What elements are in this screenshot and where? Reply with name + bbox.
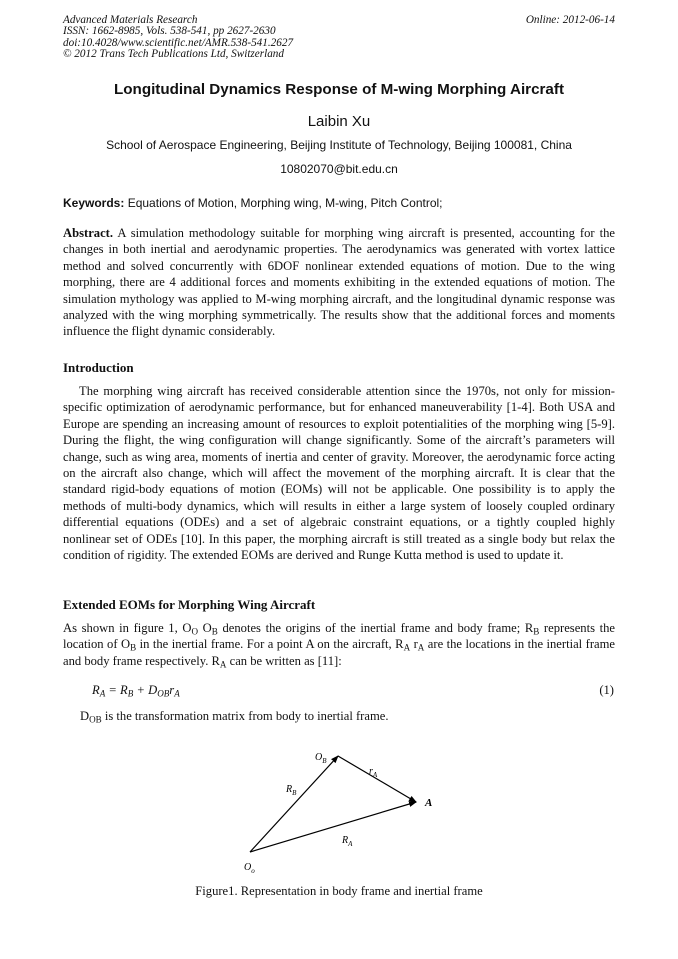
vector-rb bbox=[250, 756, 338, 852]
online-date: Online: 2012-06-14 bbox=[525, 14, 615, 26]
vector-ra-small bbox=[338, 756, 416, 802]
publication-info bbox=[63, 15, 615, 61]
abstract bbox=[63, 225, 615, 340]
keywords-label: Keywords: bbox=[63, 196, 125, 210]
copyright-line: © 2012 Trans Tech Publications Ltd, Switzerland bbox=[63, 48, 284, 61]
abstract-label: Abstract. bbox=[63, 226, 114, 240]
keywords-text: Equations of Motion, Morphing wing, M-wing, Pitch Control; bbox=[127, 196, 443, 210]
extended-eoms-heading: Extended EOMs for Morphing Wing Aircraft bbox=[63, 597, 316, 612]
introduction-heading: Introduction bbox=[63, 360, 134, 375]
dob-sentence: $D_{OB}$ is the transformation matrix from body to inertial frame. bbox=[80, 709, 389, 725]
frame-diagram bbox=[230, 742, 450, 882]
author-name: Laibin Xu bbox=[307, 113, 371, 130]
affiliation: School of Aerospace Engineering, Beijing Institute of Technology, Beijing 100081, China bbox=[106, 138, 572, 152]
keywords bbox=[63, 196, 615, 210]
abstract-text: A simulation methodology suitable for morphing wing aircraft is presented, accounting for the changes in both inertial and aerodynamic properties. The aerodynamics was generated with vortex lattice method and solved concurrently with 6DOF nonlinear extended equations of motion. Due to the wing morphing, there are 4 additional forces and moments exhibiting in the extended equations of motion. The simulation mythology was applied to M-wing morphing aircraft, and the longitudinal dynamic response was analyzed with the wing morphing symmetrically. The results show that the additional forces and moments influence the flight dynamic considerably. bbox=[63, 226, 615, 339]
extended-eoms-text: As shown in figure 1, $O_O$ $O_B$ denotes the origins of the inertial frame and body frame; $R_B$ represents the location of $O_B$ in the inertial frame. For a point A on the aircraft, $R_A$ $r_A$ are the locations in the inertial frame and body frame respectively. $R_A$ can be written as [11]: bbox=[63, 621, 616, 670]
paper-title: Longitudinal Dynamics Response of M-wing Morphing Aircraft bbox=[113, 81, 564, 98]
label-oo: $O_o$ bbox=[244, 862, 255, 875]
equation-1: $R_A = R_B + D_{OB}r_A$ bbox=[92, 683, 180, 699]
label-ob: $O_B$ bbox=[315, 752, 327, 765]
label-rb: $R_B$ bbox=[286, 784, 297, 797]
vector-ra bbox=[250, 802, 416, 852]
journal-name: Advanced Materials Research bbox=[63, 14, 198, 26]
author-email[interactable]: 10802070@bit.edu.cn bbox=[280, 162, 398, 176]
issn-line: ISSN: 1662-8985, Vols. 538-541, pp 2627-2630 bbox=[63, 25, 276, 38]
equation-number: (1) bbox=[599, 683, 614, 697]
figure-caption: Figure1. Representation in body frame and inertial frame bbox=[195, 884, 483, 898]
doi-line: doi:10.4028/www.scientific.net/AMR.538-541.2627 bbox=[63, 36, 294, 49]
label-ra-small: $r_A$ bbox=[369, 766, 378, 779]
label-a: A bbox=[425, 797, 433, 809]
introduction-text: The morphing wing aircraft has received considerable attention since the 1970s, not only for mission-specific optimization of aerodynamic performance, but for enhanced maneuverability [1-4]. Both USA and Europe are spending an increasing amount of resources to exploit potentialities of the morphing wing [5-9]. During the flight, the wing configuration will change significantly. Some of the aircraft’s parameters will change, such as wing area, moments of inertia and center of gravity. Moreover, the aerodynamic force acting on the aircraft also change, which will affect the movement of the morphing aircraft. It is clear that the standard rigid-body equations of motion (EOMs) will not be applicable. One possibility is to apply the methods of multi-body dynamics, which will results in either a large system of loosely coupled ordinary differential equations (ODEs) and a set of algebraic constraint equations, or a tightly coupled highly nonlinear set of ODEs [10]. In this paper, the morphing aircraft is still treated as a single body but relax the condition of rigidity. The extended EOMs are derived and Runge Kutta method is used to update it. bbox=[63, 384, 615, 563]
label-ra: $R_A$ bbox=[342, 835, 353, 848]
